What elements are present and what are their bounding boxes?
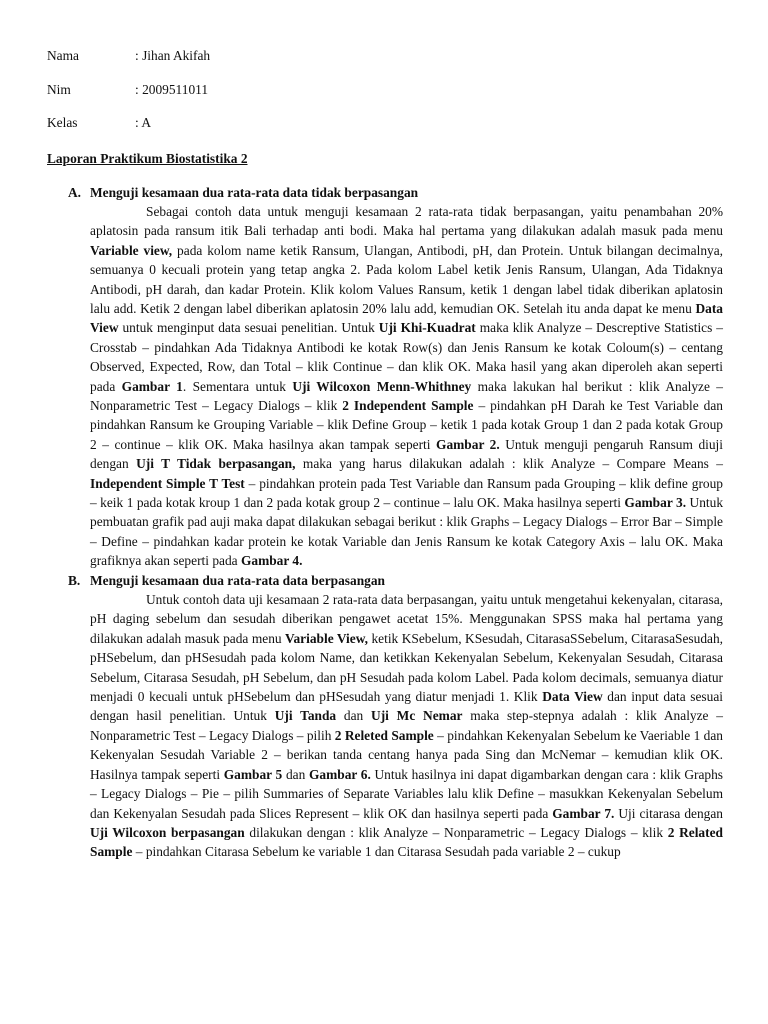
bold-term: Uji Mc Nemar: [371, 708, 463, 724]
text-run: – pindahkan Citarasa Sebelum ke variable 1 dan Citarasa Sesudah pada variable 2 – cukup: [132, 844, 621, 860]
bold-term: Gambar 3.: [624, 495, 687, 510]
text-run: Untuk pembuatan grafik pad auji maka dapat dilakukan sebagai berikut : klik Graphs – Legacy Dialogs – Error Bar – Simple – Define – pindahkan kadar protein ke kotak Variable dan Jenis Ransum ke kotak Category Axis – lalu OK. Maka grafiknya akan seperti pada: [90, 495, 724, 569]
text-run: maka lakukan hal berikut : klik Analyze – Nonparametric Test – Legacy Dialogs – klik: [90, 378, 724, 413]
text-run: dan input data sesuai dengan hasil penelitian. Untuk: [90, 689, 724, 724]
text-run: pada kolom name ketik Ransum, Ulangan, Antibodi, pH, dan Protein. Untuk bilangan decimalnya, semuanya 0 kecuali protein yang tetap angka 2. Pada kolom Label ketik Jenis Ransum, Ulangan, Ada Tidaknya Antibodi, pH darah, dan kadar Protein. Klik kolom Values Ransum, ketik 1 dengan label tidak diberikan aplatosin lalu add. Ketik 2 dengan label diberikan aplatosin 20% lalu add, kemudian OK. Setelah itu anda dapat ke menu: [90, 242, 723, 316]
bold-term: Uji T Tidak berpasangan,: [136, 456, 296, 472]
text-run: Uji citarasa dengan: [614, 805, 723, 821]
text-run: maka yang harus dilakukan adalah : klik Analyze – Compare Means –: [295, 456, 723, 472]
text-run: dilakukan dengan : klik Analyze – Nonparametric – Legacy Dialogs – klik: [244, 824, 668, 840]
text-run: Sebagai contoh data untuk menguji kesamaan 2 rata-rata tidak berpasangan, yaitu penambahan 20% aplatosin pada ransum itik Bali terhadap anti bodi. Maka hal pertama yang dilakukan adalah masuk pada menu: [90, 203, 723, 239]
text-run: Untuk contoh data uji kesamaan 2 rata-rata data berpasangan, yaitu untuk mengetahui kekenyalan, citarasa, pH daging sebelum dan sesudah diberikan pengawet acetat 15%. Menggunakan SPSS maka hal pertama yang dilakukan adalah masuk pada menu: [90, 592, 723, 646]
kelas-label: Kelas: [47, 115, 78, 130]
info-row-nim: [47, 80, 723, 114]
bold-term: Variable View,: [285, 630, 368, 646]
nim-label: Nim: [47, 81, 71, 97]
document-title: Laporan Praktikum Biostatistika 2: [47, 150, 248, 166]
bold-term: Uji Khi-Kuadrat: [378, 320, 476, 336]
info-row-kelas: [47, 113, 723, 147]
bold-term: 2 Related Sample: [90, 824, 723, 860]
section-b-paragraph: [90, 590, 723, 862]
text-run: ketik KSebelum, KSesudah, CitarasaSSebelum, CitarasaSesudah, pHSebelum, dan pHSesudah pada kolom Name, dan ketikkan Kekenyalan Sebelum, Kekenyalan Sesudah, Citarasa Sebelum, Citarasa Sesudah, pH Sebelum, dan pH Sesudah pada kolom Label. Pada kolom decimals, semuanya diatur menjadi 0 kecuali untuk pHSebelum dan pHSesudah yang diatur menjadi 1. Klik: [90, 630, 723, 705]
nama-label: Nama: [47, 48, 79, 63]
section-a-heading: Menguji kesamaan dua rata-rata data tidak berpasangan: [90, 184, 419, 200]
bold-term: Uji Wilcoxon berpasangan: [90, 824, 245, 840]
text-run: untuk menginput data sesuai penelitian. Untuk: [118, 320, 379, 336]
document-page: [47, 46, 723, 862]
section-a-letter: A.: [68, 184, 82, 200]
bold-term: Data View: [90, 300, 723, 336]
info-row-nama: [47, 46, 723, 80]
bold-term: Gambar 7.: [552, 805, 615, 821]
kelas-value: : A: [135, 115, 151, 130]
text-run: – pindahkan Kekenyalan Sebelum ke Vaeriable 1 dan Kekenyalan Sesudah Variable 2 – berikan tanda centang hanya pada Sing dan McNemar – kemudian klik OK. Hasilnya tampak seperti: [90, 727, 723, 782]
text-run: dan: [336, 708, 372, 724]
text-run: dan: [282, 766, 309, 782]
bold-term: Variable view,: [90, 242, 173, 258]
section-b: [47, 571, 723, 862]
nim-value: : 2009511011: [135, 81, 209, 97]
bold-term: Gambar 5: [223, 766, 283, 782]
bold-term: Independent Simple T Test: [90, 475, 245, 491]
text-run: maka klik Analyze – Descreptive Statistics – Crosstab – pindahkan Ada Tidaknya Antibodi ke kotak Row(s) dan Jenis Ransum ke kotak Coloum(s) – centang Observed, Expected, Row, dan Total – klik Continue – dan klik OK. Maka hasil yang akan diperoleh akan seperti pada: [90, 320, 723, 394]
section-a-paragraph: [90, 202, 723, 571]
bold-term: Gambar 1: [121, 378, 183, 394]
text-run: Untuk hasilnya ini dapat digambarkan dengan cara : klik Graphs – Legacy Dialogs – Pie – pilih Summaries of Separate Variables lalu klik Define – masukkan Kekenyalan Sebelum dan Kekenyalan Sesudah pada Slices Represent – klik OK dan hasilnya seperti pada: [90, 766, 724, 821]
text-run: – pindahkan protein pada Test Variable dan Ransum pada Grouping – klik define group – keik 1 pada kotak kroup 1 dan 2 pada kotak group 2 – continue – lalu OK. Maka hasilnya seperti: [90, 475, 723, 510]
bold-term: 2 Independent Sample: [342, 397, 474, 413]
bold-term: Gambar 6.: [308, 766, 371, 782]
section-a: [47, 183, 723, 571]
text-run: – pindahkan pH Darah ke Test Variable dan pindahkan Ransum ke Grouping Variable – klik Define Group – ketik 1 pada kotak Group 1 dan 2 pada kotak Group 2 – continue – klik OK. Maka hasilnya akan tampak seperti: [90, 397, 723, 452]
bold-term: Data View: [542, 689, 603, 705]
text-run: maka step-stepnya adalah : klik Analyze – Nonparametric Test – Legacy Dialogs – pilih: [90, 708, 723, 743]
section-b-heading-row: [68, 571, 723, 590]
section-a-heading-row: [68, 183, 723, 202]
section-b-heading: Menguji kesamaan dua rata-rata data berpasangan: [90, 572, 385, 588]
bold-term: Gambar 4.: [240, 553, 303, 569]
text-run: . Sementara untuk: [182, 378, 293, 394]
bold-term: Gambar 2.: [436, 436, 500, 452]
section-b-letter: B.: [68, 572, 81, 588]
bold-term: Uji Wilcoxon Menn-Whithney: [292, 378, 472, 394]
nama-value: : Jihan Akifah: [135, 48, 211, 63]
text-run: Untuk menguji pengaruh Ransum diuji dengan: [90, 436, 723, 472]
bold-term: Uji Tanda: [274, 708, 337, 724]
bold-term: 2 Releted Sample: [334, 727, 434, 743]
